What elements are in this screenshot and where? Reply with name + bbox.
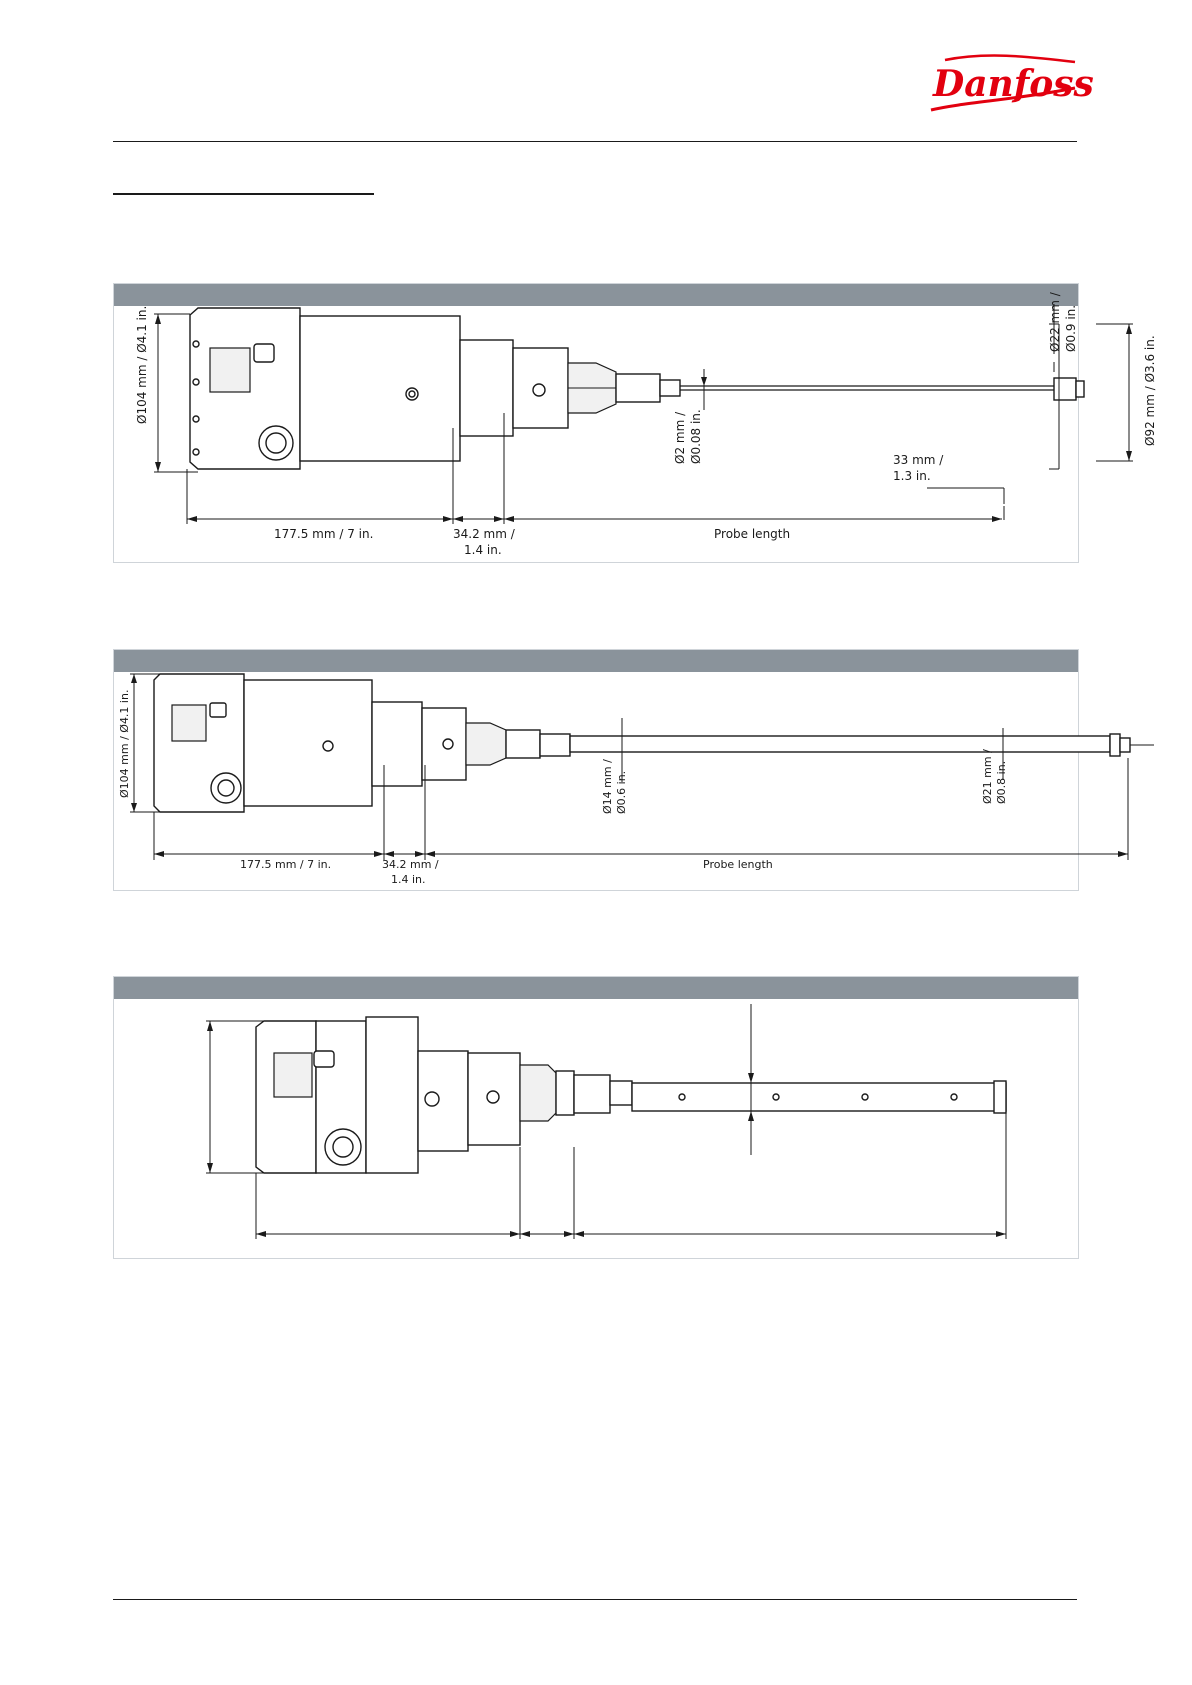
rod-diameter-label-in: Ø0.6 in. [615,770,628,814]
footer-rule [113,1599,1077,1600]
logo-wordmark: Danfoss [933,63,1094,105]
housing-diameter-label: Ø104 mm / Ø4.1 in. [118,689,131,798]
fitting-length-label: 34.2 mm / [382,858,439,871]
probe-rod [570,734,1154,756]
header-rule [113,141,1077,142]
weight-length-label-in: 1.3 in. [893,469,931,483]
housing-length-label: 177.5 mm / 7 in. [274,527,374,541]
transmitter-housing [190,308,568,469]
head-diameter-label: Ø22 mm / [1048,292,1062,352]
figure-cable-probe [113,283,1157,563]
transmitter-housing [154,674,466,812]
process-fitting [466,723,570,765]
tip-diameter-label: Ø21 mm / [981,749,994,804]
housing-length-label: 177.5 mm / 7 in. [240,858,332,871]
rod-diameter-label: Ø14 mm / [601,759,614,814]
fitting-length-label-in: 1.4 in. [464,543,502,557]
figure-rod-probe [113,649,1079,891]
process-fitting [568,363,680,413]
process-fitting [520,1065,632,1121]
cable [680,386,1054,390]
cable-diameter-label-in: Ø0.08 in. [689,409,703,464]
weight-length-label: 33 mm / [893,453,944,467]
danfoss-logo [925,52,1094,114]
section-heading-underline [113,193,374,195]
figure-coaxial-probe [113,976,1079,1259]
weight-diameter-label: Ø92 mm / Ø3.6 in. [1143,335,1157,446]
fitting-length-label: 34.2 mm / [453,527,515,541]
tip-diameter-label-in: Ø0.8 in. [995,760,1008,804]
cable-diameter-label: Ø2 mm / [673,411,687,464]
housing-diameter-label: Ø104 mm / Ø4.1 in. [135,305,149,424]
probe-length-label: Probe length [714,527,791,541]
coaxial-tube [632,1081,1006,1113]
transmitter-housing [256,1017,520,1173]
probe-length-label: Probe length [703,858,773,871]
fitting-length-label-in: 1.4 in. [391,873,426,886]
head-diameter-label-in: Ø0.9 in. [1064,304,1078,352]
